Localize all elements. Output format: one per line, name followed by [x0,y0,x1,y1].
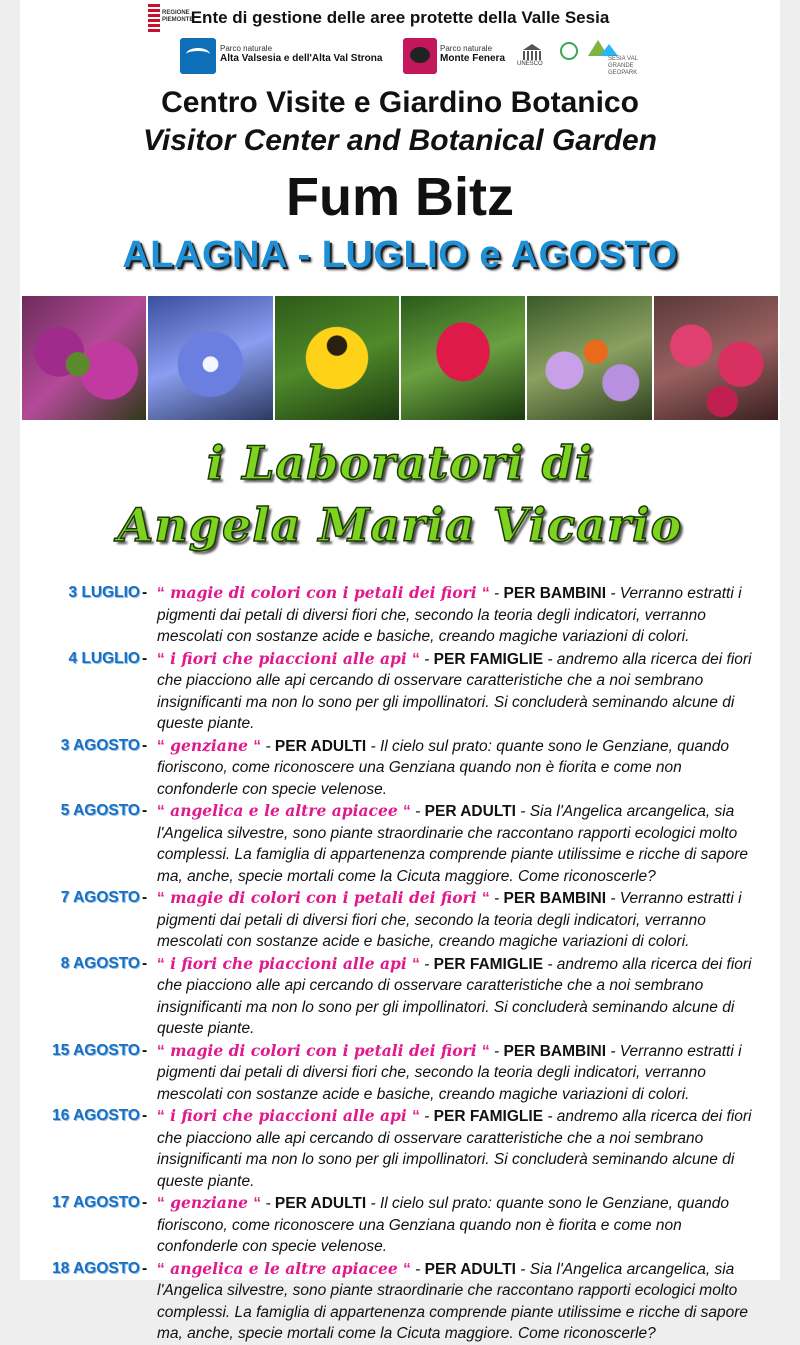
event-quote-open: “ [157,1042,165,1060]
event-separator: - [261,1195,275,1212]
event-quote-close: “ [412,955,420,973]
event-dash: - [142,736,148,754]
event-date: 5 AGOSTO [60,802,140,819]
event-date: 17 AGOSTO [52,1194,140,1211]
event-quote-open: “ [157,1260,165,1278]
event-audience: PER FAMIGLIE [433,1108,544,1125]
event-description: - Verranno estratti i pigmenti dai petali di diversi fiori che, secondo la teoria degli indicatori, verranno mescolati con sostanze acide e basiche, creando magiche variazioni di colori. [157,890,742,950]
event-separator: - [419,955,434,973]
event-dash: - [142,1194,148,1211]
event-separator: - [410,1260,425,1278]
geopark-label: SESIA VAL GRANDE GEOPARK [608,56,638,76]
flower-photo-6 [654,296,778,420]
bat-icon [403,38,437,74]
event-quote-open: “ [157,1108,165,1125]
flower-photo-strip [22,296,778,420]
event-item [20,1105,780,1192]
event-date: 3 AGOSTO [60,736,140,754]
event-item [20,1040,780,1106]
event-dash: - [142,1041,148,1059]
park2-logo-text [440,44,505,64]
event-title: angelica e le altre apiacee [164,1258,404,1278]
event-date: 7 AGOSTO [60,889,140,906]
mountain-blue-icon [600,44,618,56]
event-description: - Il cielo sul prato: quante sono le Genziane, quando fioriscono, come riconoscere una Genziana quando non è fiorita e come non confonderle con specie velenose. [157,737,729,798]
event-quote-close: “ [253,737,262,755]
event-audience: PER ADULTI [274,1195,367,1212]
title-dates: ALAGNA - LUGLIO e AGOSTO [122,234,678,276]
poster [20,0,780,1342]
event-separator: - [489,890,504,907]
park2-small-label: Parco naturale [440,44,493,53]
workshops-title: i Laboratori di [206,436,594,490]
event-item [20,887,780,953]
event-item [20,582,780,648]
event-audience: PER ADULTI [424,1260,516,1278]
event-audience: PER FAMIGLIE [433,955,544,973]
event-description: - andremo alla ricerca dei fiori che piacciono alle api cercando di osservare caratteristiche che a noi sembrano insignificanti ma non lo sono per gli impollinatori. Si concluderà seminando alcune di queste piante. [157,650,752,732]
event-audience: PER ADULTI [424,803,516,820]
event-item [20,1258,780,1345]
event-separator: - [489,585,504,602]
park1-name: Alta Valsesia e dell'Alta Val Strona [220,53,383,64]
event-dash: - [142,1107,148,1124]
event-description: - Il cielo sul prato: quante sono le Genziane, quando fioriscono, come riconoscere una Genziana quando non è fiorita e come non confonderle con specie velenose. [157,1195,729,1255]
event-title: magie di colori con i petali dei fiori [164,583,482,602]
park2-name: Monte Fenera [440,53,506,64]
event-date: 16 AGOSTO [52,1107,140,1124]
event-description: - Sia l'Angelica arcangelica, sia l'Angelica silvestre, sono piante straordinarie che raccontano rapporti ecologici molto complessi. La famiglia di appartenenza comprende piante utilissime e ricche di sapore ma, anche, specie mortali come la Cicuta maggiore. Come riconoscerle? [157,1260,749,1342]
park1-small-label: Parco naturale [220,44,273,53]
event-description: - Verranno estratti i pigmenti dai petali di diversi fiori che, secondo la teoria degli indicatori, verranno mescolati con sostanze acide e basiche, creando magiche variazioni di colori. [157,585,742,645]
unesco-logo [517,44,547,66]
bird-icon [180,38,216,74]
event-item [20,1192,780,1258]
title-english: Visitor Center and Botanical Garden [143,124,657,157]
event-audience: PER BAMBINI [503,585,607,602]
event-separator: - [419,1108,434,1125]
flower-photo-1 [22,296,146,420]
event-quote-open: “ [157,955,165,973]
event-audience: PER BAMBINI [503,890,607,907]
flower-photo-5 [527,296,651,420]
workshops-author: Angela Maria Vicario [117,498,683,552]
event-title: magie di colori con i petali dei fiori [164,1040,482,1060]
circle-logo-icon [560,42,578,60]
event-quote-close: “ [482,585,490,602]
event-audience: PER BAMBINI [503,1042,607,1060]
event-audience: PER FAMIGLIE [433,650,544,668]
event-separator: - [419,650,434,668]
event-dash: - [142,954,148,972]
event-date: 4 LUGLIO [68,649,140,667]
event-title: angelica e le altre apiacee [164,801,404,820]
event-separator: - [410,803,425,820]
event-item [20,648,780,735]
event-quote-open: “ [157,890,165,907]
event-dash: - [142,1259,148,1277]
event-description: - Verranno estratti i pigmenti dai petali di diversi fiori che, secondo la teoria degli indicatori, verranno mescolati con sostanze acide e basiche, creando magiche variazioni di colori. [157,1042,742,1103]
event-quote-open: “ [157,585,165,602]
event-quote-open: “ [157,650,165,668]
unesco-label: UNESCO [517,61,543,67]
event-quote-close: “ [412,1108,420,1125]
flower-photo-4 [401,296,525,420]
event-title: i fiori che piaccioni alle api [164,1106,413,1125]
event-quote-close: “ [253,1195,262,1212]
event-audience: PER ADULTI [274,737,367,755]
event-date: 3 LUGLIO [68,584,140,601]
event-quote-close: “ [403,1260,411,1278]
event-separator: - [489,1042,504,1060]
event-date: 15 AGOSTO [52,1041,140,1059]
event-date: 18 AGOSTO [52,1259,140,1277]
event-dash: - [142,889,148,906]
event-item [20,800,780,887]
events-list [20,582,780,1345]
event-dash: - [142,649,148,667]
event-separator: - [261,737,275,755]
event-item [20,735,780,801]
event-item [20,953,780,1040]
logo-bar [20,38,780,78]
geopark-logo [586,40,646,74]
organization-title: Ente di gestione delle aree protette della Valle Sesia [190,8,610,27]
event-description: - andremo alla ricerca dei fiori che piacciono alle api cercando di osservare caratteristiche che a noi sembrano insignificanti ma non lo sono per gli impollinatori. Si concluderà seminando alcune di queste piante. [157,955,752,1037]
event-quote-close: “ [482,1042,490,1060]
title-place: Fum Bitz [286,167,514,227]
event-quote-open: “ [157,803,165,820]
temple-roof-icon [523,44,541,50]
event-title: genziane [164,1193,254,1212]
event-title: genziane [164,735,254,755]
flower-photo-2 [148,296,272,420]
event-dash: - [142,802,148,819]
event-quote-close: “ [482,890,490,907]
title-italian: Centro Visite e Giardino Botanico [161,86,639,119]
event-quote-close: “ [412,650,420,668]
event-date: 8 AGOSTO [60,954,140,972]
regione-label: REGIONE PIEMONTE [162,10,194,23]
event-quote-close: “ [403,803,411,820]
event-quote-open: “ [157,1195,165,1212]
flower-photo-3 [275,296,399,420]
temple-columns-icon [523,51,541,60]
event-title: magie di colori con i petali dei fiori [164,888,482,907]
event-description: - Sia l'Angelica arcangelica, sia l'Angelica silvestre, sono piante straordinarie che raccontano rapporti ecologici molto complessi. La famiglia di appartenenza comprende piante utilissime e ricche di sapore ma, anche, specie mortali come la Cicuta maggiore. Come riconoscerle? [157,803,749,885]
event-title: i fiori che piaccioni alle api [164,953,413,973]
park1-logo-text [220,44,382,64]
event-dash: - [142,584,148,601]
event-title: i fiori che piaccioni alle api [164,648,413,668]
event-quote-open: “ [157,737,165,755]
event-description: - andremo alla ricerca dei fiori che piacciono alle api cercando di osservare caratteristiche che a noi sembrano insignificanti ma non lo sono per gli impollinatori. Si concluderà seminando alcune di queste piante. [157,1108,752,1190]
